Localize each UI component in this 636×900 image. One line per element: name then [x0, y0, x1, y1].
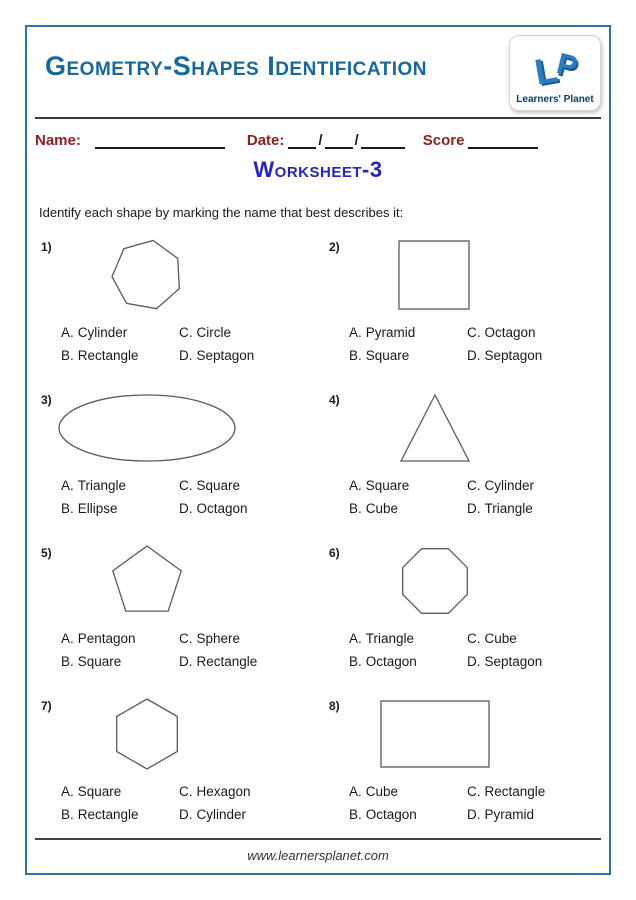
option-c[interactable] — [179, 631, 313, 646]
option-text: Septagon — [484, 654, 543, 669]
option-text: Rectangle — [484, 784, 546, 799]
option-letter: D. — [467, 348, 481, 363]
question-number: 1) — [41, 240, 52, 254]
question-6 — [323, 538, 601, 691]
option-c[interactable] — [467, 478, 601, 493]
footer-website: www.learnersplanet.com — [247, 848, 389, 863]
option-letter: B. — [61, 348, 74, 363]
date-label: Date: — [246, 132, 285, 149]
option-d[interactable] — [467, 348, 601, 363]
option-letter: A. — [61, 478, 74, 493]
option-d[interactable] — [179, 654, 313, 669]
option-text: Triangle — [365, 631, 415, 646]
question-6-shape-octagon — [323, 544, 546, 618]
page-title: Geometry-Shapes Identification — [45, 51, 428, 81]
question-number: 7) — [41, 699, 52, 713]
question-8-shape-rectangle — [323, 697, 546, 771]
option-letter: D. — [179, 807, 193, 822]
option-letter: A. — [61, 631, 74, 646]
option-letter: B. — [61, 501, 74, 516]
option-letter: C. — [179, 325, 193, 340]
option-text: Rectangle — [77, 807, 139, 822]
option-text: Triangle — [484, 501, 533, 516]
question-number: 6) — [329, 546, 340, 560]
option-c[interactable] — [467, 325, 601, 340]
date-day-field[interactable] — [288, 133, 316, 149]
date-slash: / — [354, 132, 359, 149]
answer-options — [61, 478, 313, 516]
question-7-shape-hexagon — [35, 697, 258, 771]
option-a[interactable] — [349, 478, 467, 493]
question-8 — [323, 691, 601, 844]
option-a[interactable] — [61, 478, 179, 493]
option-b[interactable] — [349, 501, 467, 516]
option-text: Pyramid — [365, 325, 416, 340]
logo-monogram — [531, 47, 581, 94]
worksheet-page — [25, 25, 611, 875]
question-number: 5) — [41, 546, 52, 560]
option-text: Square — [196, 478, 241, 493]
option-d[interactable] — [179, 807, 313, 822]
option-text: Circle — [196, 325, 232, 340]
option-letter: B. — [61, 654, 74, 669]
option-b[interactable] — [61, 807, 179, 822]
option-text: Square — [77, 784, 122, 799]
hexagon-drawing — [47, 697, 247, 771]
option-b[interactable] — [61, 348, 179, 363]
option-text: Septagon — [484, 348, 543, 363]
date-year-field[interactable] — [361, 133, 405, 149]
worksheet-title: Worksheet-3 — [253, 157, 383, 182]
option-letter: D. — [467, 654, 481, 669]
question-1 — [35, 232, 313, 385]
option-letter: A. — [349, 478, 362, 493]
answer-options — [61, 631, 313, 669]
option-a[interactable] — [349, 631, 467, 646]
option-letter: C. — [467, 784, 481, 799]
option-text: Rectangle — [77, 348, 139, 363]
logo-letter-l: L — [531, 48, 561, 93]
option-letter: A. — [61, 784, 74, 799]
question-4-shape-triangle — [323, 391, 546, 465]
option-text: Octagon — [365, 654, 417, 669]
option-text: Octagon — [484, 325, 536, 340]
option-text: Hexagon — [196, 784, 251, 799]
pentagon-drawing — [47, 544, 247, 618]
option-letter: C. — [467, 631, 481, 646]
option-text: Cube — [484, 631, 517, 646]
option-d[interactable] — [179, 348, 313, 363]
name-label: Name: — [35, 132, 81, 149]
question-2-shape-square — [323, 238, 546, 312]
option-b[interactable] — [349, 807, 467, 822]
option-a[interactable] — [61, 631, 179, 646]
option-letter: D. — [179, 654, 193, 669]
triangle-drawing — [335, 391, 535, 465]
option-b[interactable] — [349, 348, 467, 363]
option-letter: B. — [349, 348, 362, 363]
questions-grid — [35, 232, 601, 844]
option-c[interactable] — [179, 325, 313, 340]
option-letter: B. — [349, 807, 362, 822]
question-3-shape-ellipse — [35, 391, 258, 465]
name-field[interactable] — [95, 133, 225, 149]
option-d[interactable] — [467, 501, 601, 516]
answer-options — [349, 325, 601, 363]
header-divider — [35, 117, 601, 119]
option-a[interactable] — [349, 325, 467, 340]
option-letter: D. — [179, 348, 193, 363]
question-5 — [35, 538, 313, 691]
footer — [35, 838, 601, 863]
option-b[interactable] — [61, 654, 179, 669]
info-row — [35, 127, 601, 149]
option-letter: A. — [61, 325, 74, 340]
option-text: Square — [365, 478, 410, 493]
option-text: Cube — [365, 784, 399, 799]
rectangle-drawing — [335, 697, 535, 771]
option-text: Ellipse — [77, 501, 118, 516]
date-month-field[interactable] — [325, 133, 353, 149]
option-text: Cylinder — [77, 325, 128, 340]
option-text: Pyramid — [484, 807, 535, 822]
option-d[interactable] — [467, 807, 601, 822]
option-text: Cube — [365, 501, 399, 516]
option-text: Sphere — [196, 631, 241, 646]
square-drawing — [335, 238, 535, 312]
option-a[interactable] — [61, 784, 179, 799]
answer-options — [349, 784, 601, 822]
option-b[interactable] — [61, 501, 179, 516]
logo-letter-p: P — [553, 47, 581, 85]
question-3 — [35, 385, 313, 538]
answer-options — [61, 325, 313, 363]
option-c[interactable] — [179, 478, 313, 493]
option-d[interactable] — [179, 501, 313, 516]
option-text: Rectangle — [196, 654, 258, 669]
ellipse-drawing — [47, 391, 247, 465]
option-letter: D. — [467, 807, 481, 822]
header — [35, 27, 601, 115]
option-letter: C. — [179, 784, 193, 799]
option-text: Cylinder — [196, 807, 247, 822]
question-1-shape-septagon — [35, 238, 258, 312]
option-c[interactable] — [467, 784, 601, 799]
date-slash: / — [318, 132, 323, 149]
option-letter: C. — [467, 478, 481, 493]
option-text: Septagon — [196, 348, 255, 363]
option-text: Octagon — [196, 501, 248, 516]
option-a[interactable] — [349, 784, 467, 799]
option-text: Square — [365, 348, 410, 363]
answer-options — [61, 784, 313, 822]
option-letter: C. — [179, 631, 193, 646]
option-c[interactable] — [179, 784, 313, 799]
question-2 — [323, 232, 601, 385]
option-letter: C. — [467, 325, 481, 340]
answer-options — [349, 631, 601, 669]
option-text: Triangle — [77, 478, 127, 493]
question-5-shape-pentagon — [35, 544, 258, 618]
score-label: Score — [422, 132, 465, 149]
option-d[interactable] — [467, 654, 601, 669]
option-text: Octagon — [365, 807, 417, 822]
option-letter: A. — [349, 784, 362, 799]
option-letter: A. — [349, 325, 362, 340]
option-letter: B. — [349, 654, 362, 669]
logo-wordmark: Learners' Planet — [516, 94, 594, 105]
option-letter: A. — [349, 631, 362, 646]
learners-planet-logo — [509, 35, 601, 111]
footer-divider — [35, 838, 601, 840]
answer-options — [349, 478, 601, 516]
option-c[interactable] — [467, 631, 601, 646]
question-4 — [323, 385, 601, 538]
septagon-drawing — [47, 238, 247, 312]
option-letter: B. — [349, 501, 362, 516]
question-number: 3) — [41, 393, 52, 407]
question-number: 4) — [329, 393, 340, 407]
option-b[interactable] — [349, 654, 467, 669]
octagon-drawing — [335, 544, 535, 618]
option-letter: D. — [179, 501, 193, 516]
question-number: 2) — [329, 240, 340, 254]
question-7 — [35, 691, 313, 844]
option-letter: B. — [61, 807, 74, 822]
question-number: 8) — [329, 699, 340, 713]
option-a[interactable] — [61, 325, 179, 340]
option-text: Cylinder — [484, 478, 535, 493]
instruction: Identify each shape by marking the name that best describes it: — [39, 205, 404, 220]
score-field[interactable] — [468, 133, 538, 149]
option-letter: D. — [467, 501, 481, 516]
option-text: Square — [77, 654, 122, 669]
option-letter: C. — [179, 478, 193, 493]
option-text: Pentagon — [77, 631, 136, 646]
